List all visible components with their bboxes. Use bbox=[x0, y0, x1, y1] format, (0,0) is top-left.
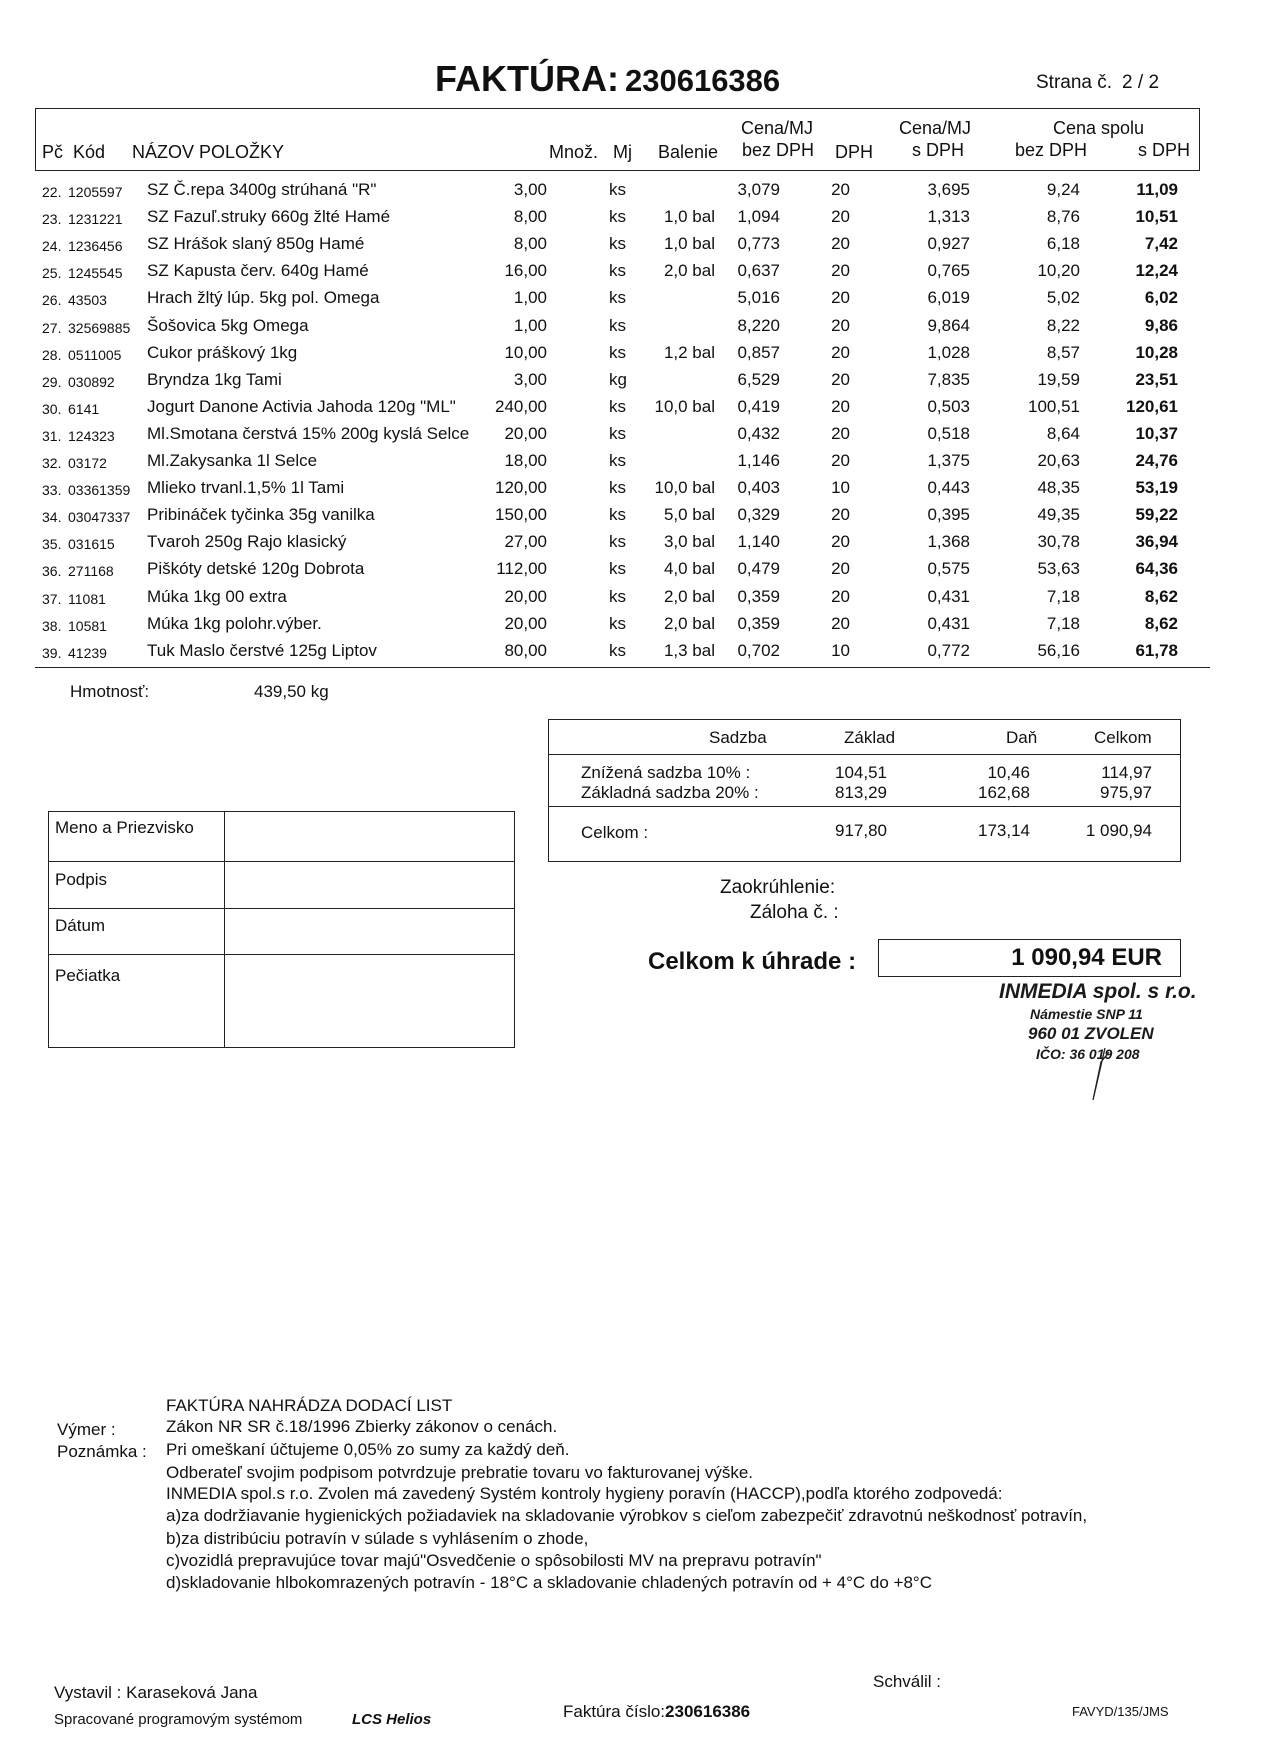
item-number: 31. bbox=[42, 427, 62, 444]
item-name: Ml.Zakysanka 1l Selce bbox=[147, 451, 318, 470]
item-code: 1236456 bbox=[68, 238, 123, 255]
item-code: 03172 bbox=[68, 455, 107, 471]
item-price-net: 0,329 bbox=[737, 505, 780, 525]
item-price-net: 0,359 bbox=[737, 586, 780, 606]
item-name: Bryndza 1kg Tami bbox=[147, 369, 282, 389]
item-qty: 10,00 bbox=[504, 342, 547, 362]
item-total-gross: 59,22 bbox=[1135, 505, 1178, 525]
table-row bbox=[35, 528, 1210, 555]
invoice-title bbox=[435, 58, 780, 100]
item-price-gross: 1,028 bbox=[927, 342, 970, 362]
item-package: 2,0 bal bbox=[663, 613, 715, 633]
item-number: 25. bbox=[42, 265, 62, 282]
item-price-gross: 0,518 bbox=[927, 423, 970, 443]
item-qty: 3,00 bbox=[513, 180, 547, 199]
rounding-label: Zaokrúhlenie: bbox=[720, 877, 836, 898]
item-name: SZ Č.repa 3400g strúhaná "R" bbox=[147, 180, 377, 199]
note-line-1: Pri omeškaní účtujeme 0,05% zo sumy za každý deň. bbox=[166, 1440, 570, 1459]
item-code: 6141 bbox=[68, 400, 100, 417]
item-name: SZ Fazuľ.struky 660g žlté Hamé bbox=[147, 207, 391, 227]
item-number: 23. bbox=[42, 211, 62, 228]
item-total-net: 20,63 bbox=[1037, 451, 1080, 470]
item-price-net: 0,419 bbox=[737, 396, 780, 416]
item-number: 33. bbox=[42, 482, 62, 499]
item-total-net: 53,63 bbox=[1037, 559, 1080, 579]
item-total-net: 8,76 bbox=[1046, 207, 1080, 227]
item-number: 38. bbox=[42, 617, 62, 634]
item-vat-rate: 20 bbox=[831, 532, 850, 552]
signature-row-line bbox=[49, 861, 514, 862]
vat-basic-base: 813,29 bbox=[835, 783, 887, 802]
item-number: 34. bbox=[42, 509, 62, 526]
table-row bbox=[35, 555, 1210, 582]
item-total-gross: 8,62 bbox=[1144, 586, 1178, 606]
item-price-gross: 0,575 bbox=[927, 559, 970, 579]
item-unit: ks bbox=[609, 396, 626, 416]
item-price-net: 0,403 bbox=[737, 478, 780, 498]
item-total-gross: 10,37 bbox=[1135, 423, 1178, 443]
item-total-net: 8,57 bbox=[1046, 342, 1080, 362]
col-price-net-2: bez DPH bbox=[742, 140, 815, 160]
col-mj: Mj bbox=[613, 142, 632, 162]
stamp-ico: IČO: 36 019 208 bbox=[1036, 1046, 1140, 1062]
item-total-gross: 10,28 bbox=[1135, 342, 1178, 362]
table-row bbox=[35, 284, 1210, 311]
item-package: 10,0 bal bbox=[654, 478, 715, 498]
item-price-gross: 1,375 bbox=[927, 451, 970, 470]
item-vat-rate: 20 bbox=[831, 369, 850, 389]
item-total-gross: 53,19 bbox=[1135, 478, 1178, 498]
item-code: 41239 bbox=[68, 644, 107, 661]
item-qty: 16,00 bbox=[504, 261, 547, 281]
item-price-gross: 0,765 bbox=[927, 261, 970, 281]
item-number: 27. bbox=[42, 319, 62, 336]
signature-divider bbox=[224, 812, 225, 1047]
vymer-text: Zákon NR SR č.18/1996 Zbierky zákonov o cenách. bbox=[166, 1417, 558, 1436]
item-price-net: 1,140 bbox=[737, 532, 780, 552]
item-price-gross: 0,443 bbox=[927, 478, 970, 498]
date-label: Dátum bbox=[55, 916, 106, 935]
item-price-gross: 0,431 bbox=[927, 613, 970, 633]
item-code: 124323 bbox=[68, 427, 115, 444]
table-row bbox=[35, 176, 1210, 203]
item-total-net: 7,18 bbox=[1046, 586, 1080, 606]
total-due-box bbox=[878, 939, 1181, 977]
item-unit: ks bbox=[609, 180, 626, 199]
item-unit: ks bbox=[609, 288, 626, 308]
item-unit: ks bbox=[609, 586, 626, 606]
item-total-gross: 120,61 bbox=[1126, 396, 1178, 416]
form-code: FAVYD/135/JMS bbox=[1072, 1704, 1169, 1719]
item-total-net: 7,18 bbox=[1046, 613, 1080, 633]
item-package: 5,0 bal bbox=[663, 505, 715, 525]
page-value: 2 / 2 bbox=[1122, 72, 1160, 93]
table-row bbox=[35, 420, 1210, 447]
stamp-label: Pečiatka bbox=[55, 966, 121, 985]
table-row bbox=[35, 339, 1210, 366]
item-name: Tuk Maslo čerstvé 125g Liptov bbox=[147, 640, 377, 660]
table-row bbox=[35, 230, 1210, 257]
item-name: Ml.Smotana čerstvá 15% 200g kyslá Selce bbox=[147, 423, 470, 443]
vat-h-base: Základ bbox=[844, 728, 896, 747]
item-price-net: 6,529 bbox=[737, 369, 780, 389]
item-number: 39. bbox=[42, 644, 62, 661]
note-line-2: Odberateľ svojim podpisom potvrdzuje prebratie tovaru vo fakturovanej výške. bbox=[166, 1463, 754, 1482]
item-unit: ks bbox=[609, 532, 626, 552]
vat-reduced-base: 104,51 bbox=[835, 763, 887, 782]
note-line-3: INMEDIA spol.s r.o. Zvolen má zavedený Systém kontroly hygieny poravín (HACCP),podľa ktorého zodpovedá: bbox=[166, 1484, 1003, 1503]
vat-basic-total: 975,97 bbox=[1100, 783, 1152, 802]
col-total-net: bez DPH bbox=[1015, 140, 1088, 160]
item-vat-rate: 20 bbox=[831, 396, 850, 416]
item-name: Cukor práškový 1kg bbox=[147, 342, 298, 362]
item-code: 1245545 bbox=[68, 265, 123, 282]
item-code: 03047337 bbox=[68, 509, 131, 526]
vat-basic-label: Základná sadzba 20% : bbox=[581, 783, 759, 802]
table-row bbox=[35, 366, 1210, 393]
item-price-gross: 0,927 bbox=[927, 234, 970, 254]
table-row bbox=[35, 203, 1210, 230]
item-vat-rate: 20 bbox=[831, 451, 850, 470]
item-number: 32. bbox=[42, 455, 62, 471]
name-label: Meno a Priezvisko bbox=[55, 818, 194, 837]
weight-label: Hmotnosť: bbox=[70, 682, 150, 701]
item-total-net: 8,64 bbox=[1046, 423, 1080, 443]
items-separator bbox=[35, 667, 1210, 668]
item-price-gross: 0,431 bbox=[927, 586, 970, 606]
item-name: Hrach žltý lúp. 5kg pol. Omega bbox=[147, 288, 380, 308]
item-unit: ks bbox=[609, 640, 626, 660]
item-price-gross: 1,368 bbox=[927, 532, 970, 552]
poznamka-label: Poznámka : bbox=[57, 1442, 147, 1461]
item-price-gross: 6,019 bbox=[927, 288, 970, 308]
invoice-footer-label: Faktúra číslo: bbox=[563, 1702, 666, 1721]
col-kod: Kód bbox=[73, 142, 106, 162]
table-row bbox=[35, 610, 1210, 637]
item-unit: kg bbox=[609, 369, 627, 389]
item-vat-rate: 20 bbox=[831, 586, 850, 606]
item-number: 35. bbox=[42, 536, 62, 553]
item-number: 22. bbox=[42, 184, 62, 200]
item-name: Jogurt Danone Activia Jahoda 120g "ML" bbox=[147, 396, 456, 416]
note-line-7: d)skladovanie hlbokomrazených potravín - 18°C a skladovanie chladených potravín od + 4°C do +8°C bbox=[166, 1573, 933, 1592]
item-code: 031615 bbox=[68, 536, 115, 553]
item-number: 37. bbox=[42, 590, 62, 607]
item-qty: 18,00 bbox=[504, 451, 547, 470]
item-total-gross: 12,24 bbox=[1135, 261, 1178, 281]
vat-reduced-total: 114,97 bbox=[1101, 763, 1152, 782]
item-package: 1,0 bal bbox=[663, 234, 715, 254]
item-vat-rate: 20 bbox=[831, 423, 850, 443]
item-vat-rate: 20 bbox=[831, 315, 850, 335]
stamp-company: INMEDIA spol. s r.o. bbox=[999, 980, 1197, 1003]
item-package: 4,0 bal bbox=[663, 559, 715, 579]
item-code: 43503 bbox=[68, 292, 107, 309]
item-total-net: 30,78 bbox=[1037, 532, 1080, 552]
col-qty: Množ. bbox=[549, 142, 599, 162]
item-total-net: 8,22 bbox=[1046, 315, 1080, 335]
item-unit: ks bbox=[609, 207, 626, 227]
item-total-net: 9,24 bbox=[1046, 180, 1080, 199]
item-code: 1231221 bbox=[68, 211, 123, 228]
item-vat-rate: 20 bbox=[831, 234, 850, 254]
item-total-net: 56,16 bbox=[1037, 640, 1080, 660]
item-number: 26. bbox=[42, 292, 62, 309]
col-price-net-1: Cena/MJ bbox=[741, 118, 814, 138]
item-unit: ks bbox=[609, 559, 626, 579]
item-number: 36. bbox=[42, 563, 62, 580]
item-name: SZ Hrášok slaný 850g Hamé bbox=[147, 234, 365, 254]
item-vat-rate: 10 bbox=[831, 640, 850, 660]
item-unit: ks bbox=[609, 451, 626, 470]
stamp-street: Námestie SNP 11 bbox=[1030, 1006, 1143, 1022]
invoice-number: 230616386 bbox=[624, 63, 781, 98]
item-qty: 1,00 bbox=[513, 288, 547, 308]
item-code: 1205597 bbox=[68, 184, 123, 200]
item-name: Múka 1kg 00 extra bbox=[147, 586, 287, 606]
item-code: 030892 bbox=[68, 373, 115, 390]
item-vat-rate: 20 bbox=[831, 207, 850, 227]
item-name: Pribináček tyčinka 35g vanilka bbox=[147, 505, 375, 525]
item-unit: ks bbox=[609, 613, 626, 633]
item-package: 2,0 bal bbox=[663, 261, 715, 281]
item-name: Tvaroh 250g Rajo klasický bbox=[147, 532, 347, 552]
item-total-gross: 24,76 bbox=[1135, 451, 1178, 470]
item-vat-rate: 20 bbox=[831, 559, 850, 579]
item-total-gross: 36,94 bbox=[1135, 532, 1178, 552]
item-price-net: 5,016 bbox=[737, 288, 780, 308]
signature-box bbox=[48, 811, 515, 1048]
item-price-net: 3,079 bbox=[737, 180, 780, 199]
vat-reduced-tax: 10,46 bbox=[987, 763, 1030, 782]
vat-h-tax: Daň bbox=[1006, 728, 1038, 747]
item-unit: ks bbox=[609, 478, 626, 498]
item-name: Piškóty detské 120g Dobrota bbox=[147, 559, 365, 579]
vat-h-total: Celkom bbox=[1094, 728, 1152, 747]
item-vat-rate: 20 bbox=[831, 505, 850, 525]
item-name: SZ Kapusta červ. 640g Hamé bbox=[147, 261, 369, 281]
item-price-gross: 0,503 bbox=[927, 396, 970, 416]
item-vat-rate: 20 bbox=[831, 288, 850, 308]
item-number: 30. bbox=[42, 400, 62, 417]
vat-sum-tax: 173,14 bbox=[978, 821, 1030, 840]
item-total-gross: 64,36 bbox=[1135, 559, 1178, 579]
item-unit: ks bbox=[609, 423, 626, 443]
table-row bbox=[35, 501, 1210, 528]
item-unit: ks bbox=[609, 505, 626, 525]
item-total-net: 100,51 bbox=[1028, 396, 1080, 416]
notes-heading: FAKTÚRA NAHRÁDZA DODACÍ LIST bbox=[166, 1396, 453, 1415]
item-vat-rate: 20 bbox=[831, 342, 850, 362]
item-total-net: 49,35 bbox=[1037, 505, 1080, 525]
col-total-gross: s DPH bbox=[1138, 140, 1191, 160]
col-name: NÁZOV POLOŽKY bbox=[132, 142, 285, 162]
item-qty: 8,00 bbox=[513, 207, 547, 227]
item-name: Mlieko trvanl.1,5% 1l Tami bbox=[147, 478, 345, 498]
item-price-net: 0,432 bbox=[737, 423, 780, 443]
vat-reduced-label: Znížená sadzba 10% : bbox=[581, 763, 751, 782]
item-code: 32569885 bbox=[68, 319, 131, 336]
item-price-net: 1,146 bbox=[737, 451, 780, 470]
item-price-net: 0,479 bbox=[737, 559, 780, 579]
vat-footer-line bbox=[549, 806, 1180, 807]
vat-summary-box bbox=[548, 719, 1181, 862]
item-vat-rate: 20 bbox=[831, 261, 850, 281]
item-total-gross: 10,51 bbox=[1135, 207, 1178, 227]
sign-label: Podpis bbox=[55, 870, 107, 889]
item-package: 1,2 bal bbox=[663, 342, 715, 362]
item-price-net: 8,220 bbox=[737, 315, 780, 335]
note-line-6: c)vozidlá prepravujúce tovar majú"Osvedčenie o spôsobilosti MV na prepravu potravín" bbox=[166, 1551, 822, 1570]
col-balenie: Balenie bbox=[658, 142, 719, 162]
item-price-net: 0,637 bbox=[737, 261, 780, 281]
item-price-gross: 0,772 bbox=[927, 640, 970, 660]
col-price-gross-2: s DPH bbox=[912, 140, 965, 160]
vymer-label: Výmer : bbox=[57, 1420, 116, 1439]
signature-stroke-icon bbox=[1065, 1042, 1135, 1112]
item-total-gross: 7,42 bbox=[1144, 234, 1178, 254]
item-vat-rate: 10 bbox=[831, 478, 850, 498]
item-qty: 27,00 bbox=[504, 532, 547, 552]
col-price-gross-1: Cena/MJ bbox=[899, 118, 972, 138]
item-package: 1,0 bal bbox=[663, 207, 715, 227]
item-vat-rate: 20 bbox=[831, 613, 850, 633]
system-name: LCS Helios bbox=[352, 1711, 432, 1728]
item-qty: 20,00 bbox=[504, 586, 547, 606]
item-qty: 8,00 bbox=[513, 234, 547, 254]
invoice-title-label: FAKTÚRA: bbox=[435, 58, 619, 99]
item-unit: ks bbox=[609, 342, 626, 362]
item-price-gross: 9,864 bbox=[927, 315, 970, 335]
total-due-value: 1 090,94 EUR bbox=[1011, 944, 1162, 971]
system-label: Spracované programovým systémom bbox=[54, 1711, 303, 1728]
table-row bbox=[35, 583, 1210, 610]
vat-sum-base: 917,80 bbox=[835, 821, 887, 840]
item-qty: 3,00 bbox=[513, 369, 547, 389]
page-indicator bbox=[1036, 72, 1159, 94]
item-qty: 20,00 bbox=[504, 613, 547, 633]
item-total-net: 5,02 bbox=[1046, 288, 1080, 308]
table-row bbox=[35, 257, 1210, 284]
item-price-net: 0,702 bbox=[737, 640, 780, 660]
item-number: 28. bbox=[42, 346, 62, 363]
table-row bbox=[35, 447, 1210, 474]
item-total-gross: 23,51 bbox=[1135, 369, 1178, 389]
item-qty: 1,00 bbox=[513, 315, 547, 335]
item-package: 10,0 bal bbox=[654, 396, 715, 416]
item-number: 24. bbox=[42, 238, 62, 255]
item-unit: ks bbox=[609, 234, 626, 254]
vat-h-rate: Sadzba bbox=[709, 728, 767, 747]
item-total-net: 6,18 bbox=[1046, 234, 1080, 254]
item-name: Múka 1kg polohr.výber. bbox=[147, 613, 322, 633]
col-total-1: Cena spolu bbox=[1053, 118, 1145, 138]
vat-sum-total: 1 090,94 bbox=[1085, 821, 1152, 840]
approved-by: Schválil : bbox=[873, 1672, 942, 1691]
vat-basic-tax: 162,68 bbox=[978, 783, 1030, 802]
item-code: 03361359 bbox=[68, 482, 131, 499]
item-total-net: 48,35 bbox=[1037, 478, 1080, 498]
item-qty: 120,00 bbox=[495, 478, 547, 498]
item-qty: 80,00 bbox=[504, 640, 547, 660]
items-table-header bbox=[35, 108, 1200, 171]
item-package: 1,3 bal bbox=[663, 640, 715, 660]
item-price-gross: 1,313 bbox=[927, 207, 970, 227]
item-qty: 20,00 bbox=[504, 423, 547, 443]
item-vat-rate: 20 bbox=[831, 180, 850, 199]
item-number: 29. bbox=[42, 373, 62, 390]
deposit-label: Záloha č. : bbox=[750, 902, 839, 923]
item-total-net: 10,20 bbox=[1037, 261, 1080, 281]
vat-sum-label: Celkom : bbox=[581, 823, 649, 842]
item-code: 11081 bbox=[68, 590, 106, 607]
item-price-net: 0,857 bbox=[737, 342, 780, 362]
invoice-footer-value: 230616386 bbox=[665, 1702, 751, 1721]
item-price-gross: 7,835 bbox=[927, 369, 970, 389]
page-label: Strana č. bbox=[1036, 72, 1113, 93]
item-total-net: 19,59 bbox=[1037, 369, 1080, 389]
note-line-5: b)za distribúciu potravín v súlade s vyhlásením o zhode, bbox=[166, 1529, 589, 1548]
item-name: Šošovica 5kg Omega bbox=[147, 315, 309, 335]
signature-row-line bbox=[49, 908, 514, 909]
stamp-city: 960 01 ZVOLEN bbox=[1028, 1024, 1154, 1043]
item-code: 10581 bbox=[68, 617, 107, 634]
signature-row-line bbox=[49, 954, 514, 955]
item-price-net: 1,094 bbox=[737, 207, 780, 227]
issued-by: Vystavil : Karaseková Jana bbox=[54, 1683, 258, 1702]
col-pc: Pč bbox=[42, 142, 64, 162]
item-code: 0511005 bbox=[68, 346, 122, 363]
col-dph: DPH bbox=[835, 142, 874, 162]
table-row bbox=[35, 637, 1210, 664]
item-qty: 112,00 bbox=[496, 559, 547, 579]
item-total-gross: 61,78 bbox=[1135, 640, 1178, 660]
item-total-gross: 6,02 bbox=[1144, 288, 1178, 308]
item-code: 271168 bbox=[68, 563, 114, 580]
item-total-gross: 9,86 bbox=[1144, 315, 1178, 335]
table-row bbox=[35, 312, 1210, 339]
item-unit: ks bbox=[609, 315, 626, 335]
item-package: 2,0 bal bbox=[663, 586, 715, 606]
item-total-gross: 11,09 bbox=[1136, 180, 1178, 199]
vat-header-line bbox=[549, 754, 1180, 755]
item-package: 3,0 bal bbox=[663, 532, 715, 552]
table-row bbox=[35, 474, 1210, 501]
item-total-gross: 8,62 bbox=[1144, 613, 1178, 633]
item-qty: 240,00 bbox=[495, 396, 547, 416]
company-stamp bbox=[985, 980, 1205, 1120]
item-unit: ks bbox=[609, 261, 626, 281]
item-qty: 150,00 bbox=[495, 505, 547, 525]
item-price-net: 0,773 bbox=[737, 234, 780, 254]
invoice-footer-number bbox=[563, 1702, 750, 1722]
item-price-gross: 3,695 bbox=[927, 180, 970, 199]
weight-value: 439,50 kg bbox=[254, 682, 329, 701]
table-row bbox=[35, 393, 1210, 420]
note-line-4: a)za dodržiavanie hygienických požiadaviek na skladovanie výrobkov s cieľom zabezpečiť zdravotnú neškodnosť potravín, bbox=[166, 1506, 1088, 1525]
item-price-gross: 0,395 bbox=[927, 505, 970, 525]
item-price-net: 0,359 bbox=[737, 613, 780, 633]
total-due-label: Celkom k úhrade : bbox=[648, 948, 857, 975]
